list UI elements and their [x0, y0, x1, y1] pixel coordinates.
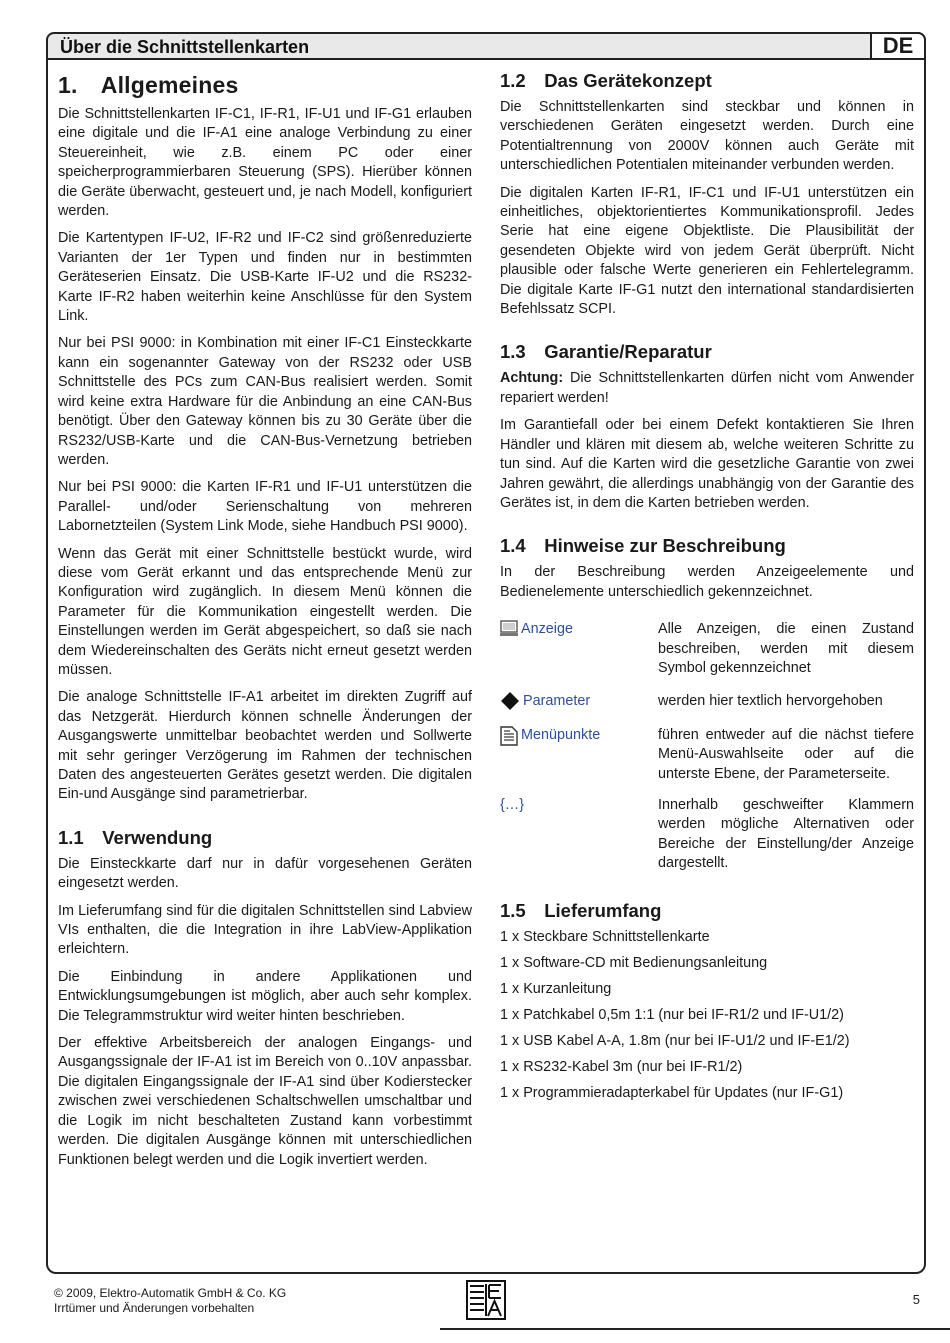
legend-term-label: Parameter — [523, 693, 591, 710]
paragraph: Die analoge Schnittstelle IF-A1 arbeitet im direkten Zugriff auf das Netzgerät. Hierdurch können schnelle Änderungen der Ausgangswerte unmittelbar beobachtet werden und Sollwerte mit sehr geringer Verzögerung im Rahmen der technischen Daten des angesteuerten Gerätes gesetzt werden. Die digitalen Ein-und Ausgänge sind parametrierbar. — [58, 689, 472, 803]
page-number: 5 — [912, 1292, 920, 1307]
legend-description: werden hier textlich hervorgehoben — [658, 693, 883, 710]
legend-term-label: Anzeige — [521, 621, 574, 638]
legend-row-menuepunkte — [500, 726, 914, 784]
header-bar — [46, 32, 926, 60]
footer — [54, 1286, 286, 1316]
paragraph: Im Garantiefall oder bei einem Defekt kontaktieren Sie Ihren Händler und klären mit diesem ab, welche weiteren Schritte zu tun sind. Auf die Karten wird die gesetzliche Garantie von zwei Jahren gewährt, die allerdings unabhängig von der Garantie des Gerätes ist, in dem die Karten betrieben werden. — [500, 417, 914, 511]
list-item: 1 x USB Kabel A-A, 1.8m (nur bei IF-U1/2 und IF-E1/2) — [500, 1032, 850, 1049]
warning-text: Die Schnittstellenkarten dürfen nicht vom Anwender repariert werden! — [500, 370, 914, 406]
menu-page-icon — [500, 726, 518, 746]
section-heading-allgemeines: 1. Allgemeines — [58, 72, 239, 98]
display-icon — [500, 620, 518, 637]
list-item: 1 x Software-CD mit Bedienungsanleitung — [500, 954, 768, 971]
paragraph: Die Schnittstellenkarten IF-C1, IF-R1, IF-U1 und IF-G1 erlauben eine digitale und die IF-A1 eine analoge Verbindung zu einer Steuereinheit, wie z.B. einem PC oder einer speicherprogrammierbaren Steuerung (SPS). Hierüber können die Geräte überwacht, gesteuert und, je nach Modell, konfiguriert werden. — [58, 106, 472, 220]
legend-term-label: Menüpunkte — [521, 726, 601, 743]
paragraph: Im Lieferumfang sind für die digitalen Schnittstellen sind Labview VIs enthalten, die die Integration in ihre LabView-Applikation erleichtern. — [58, 902, 472, 958]
diamond-icon — [500, 692, 520, 710]
paragraph: Die Einbindung in andere Applikationen und Entwicklungsumgebungen ist möglich, aber auch sehr komplex. Die Telegrammstruktur wird weiter hinten beschrieben. — [58, 968, 472, 1024]
company-logo-icon — [466, 1280, 506, 1320]
legend-description: Innerhalb geschweifter Klammern werden mögliche Alternativen oder Bereiche der Einstellung/der Anzeige dargestellt. — [658, 796, 914, 872]
list-item: 1 x Patchkabel 0,5m 1:1 (nur bei IF-R1/2 und IF-U1/2) — [500, 1006, 844, 1023]
warning-paragraph — [500, 369, 914, 408]
section-heading-garantie: 1.3 Garantie/Reparatur — [500, 341, 712, 363]
copyright-text: © 2009, Elektro-Automatik GmbH & Co. KG — [54, 1286, 287, 1300]
page-title: Über die Schnittstellenkarten — [60, 37, 310, 57]
legend-row-klammern — [500, 796, 914, 874]
section-heading-lieferumfang: 1.5 Lieferumfang — [500, 899, 662, 921]
paragraph: In der Beschreibung werden Anzeigeelemente und Bedienelemente unterschiedlich gekennzeichnet. — [500, 564, 914, 600]
legend-row-anzeige — [500, 620, 914, 678]
section-heading-hinweise: 1.4 Hinweise zur Beschreibung — [500, 535, 786, 557]
paragraph: Der effektive Arbeitsbereich der analogen Eingangs- und Ausgangssignale der IF-A1 ist im Bereich von 0..10V anpassbar. Die digitalen Eingangssignale der IF-A1 sind über Kodierstecker zwischen zwei verschiedenen Schaltschwellen umschaltbar und die Logik im nicht beschalteten Zustand kann vorbestimmt werden. Die digitalen Ausgänge können mit unterschiedlichen Funktionen belegt werden und die Logik invertiert werden. — [58, 1035, 472, 1168]
list-item: 1 x Steckbare Schnittstellenkarte — [500, 928, 710, 945]
legend-row-parameter — [500, 692, 914, 711]
legend-term-label: {…} — [500, 796, 525, 813]
paragraph: Die digitalen Karten IF-R1, IF-C1 und IF-U1 unterstützen ein einheitliches, objektorientiertes Kommunikationsprofil. Jedes Serie hat eine eigene Objektliste. Die Plausibilität der gesendeten Objekte wird von jedem Gerät überprüft. Nicht plausible oder falsche Werte generieren ein Fehlertelegramm. Die digitale Karte IF-G1 nutzt den international standardisierten Befehlssatz SCPI. — [500, 184, 914, 318]
language-badge: DE — [870, 32, 926, 60]
legend-description: führen entweder auf die nächst tiefere Menü-Auswahlseite oder auf die unterste Ebene, der Parameterseite. — [658, 726, 914, 782]
left-column — [58, 70, 472, 1178]
disclaimer-text: Irrtümer und Änderungen vorbehalten — [54, 1301, 255, 1315]
list-item: 1 x Kurzanleitung — [500, 980, 612, 997]
paragraph: Die Schnittstellenkarten sind steckbar und können in verschiedenen Geräten eingesetzt werden. Durch eine Potentialtrennung von 2000V können auch Geräte mit unterschiedlichen Potentialen miteinander verbunden werden. — [500, 99, 914, 174]
footer-rule — [440, 1328, 950, 1330]
legend-description: Alle Anzeigen, die einen Zustand beschreiben, werden mit diesem Symbol gekennzeichnet — [658, 621, 914, 676]
paragraph: Nur bei PSI 9000: in Kombination mit einer IF-C1 Einsteckkarte kann ein sogenannter Gateway von der RS232 oder USB Schnittstelle des PCs zum CAN-Bus realisiert werden. Somit wird keine extra Hardware für die Anbindung an eine CAN-Bus benötigt. Über den Gateway können bis zu 30 Geräte über die RS232/USB-Karte und die CAN-Bus-Vernetzung betrieben werden. — [58, 335, 472, 468]
section-heading-geraetekonzept: 1.2 Das Gerätekonzept — [500, 70, 712, 91]
section-heading-verwendung: 1.1 Verwendung — [58, 826, 213, 848]
paragraph: Die Einsteckkarte darf nur in dafür vorgesehenen Geräten eingesetzt werden. — [58, 855, 472, 892]
list-item: 1 x RS232-Kabel 3m (nur bei IF-R1/2) — [500, 1058, 743, 1075]
paragraph: Wenn das Gerät mit einer Schnittstelle bestückt wurde, wird diese vom Gerät erkannt und das entsprechende Menü zur Konfiguration wird zugänglich. In diesem Menü können die Parameter für die Kommunikation eingestellt werden. Die Einstellungen werden im Gerät abgespeichert, so daß sie nach dem Wiedereinschalten des Geräts nicht erneut gesetzt werden müssen. — [58, 545, 472, 678]
list-item: 1 x Programmieradapterkabel für Updates (nur IF-G1) — [500, 1084, 844, 1101]
warning-label: Achtung: — [500, 370, 564, 387]
paragraph: Nur bei PSI 9000: die Karten IF-R1 und IF-U1 unterstützen die Parallel- und/oder Serienschaltung von mehreren Labornetzteilen (System Link Mode, siehe Handbuch PSI 9000). — [58, 479, 472, 535]
right-column — [500, 70, 914, 1110]
paragraph: Die Kartentypen IF-U2, IF-R2 und IF-C2 sind größenreduzierte Varianten der 1er Typen und finden nur in bestimmten Geräteserien Einsatz. Die USB-Karte IF-U2 und die RS232-Karte IF-R2 haben weiterhin keine Anschlüsse für den System Link. — [58, 230, 472, 325]
